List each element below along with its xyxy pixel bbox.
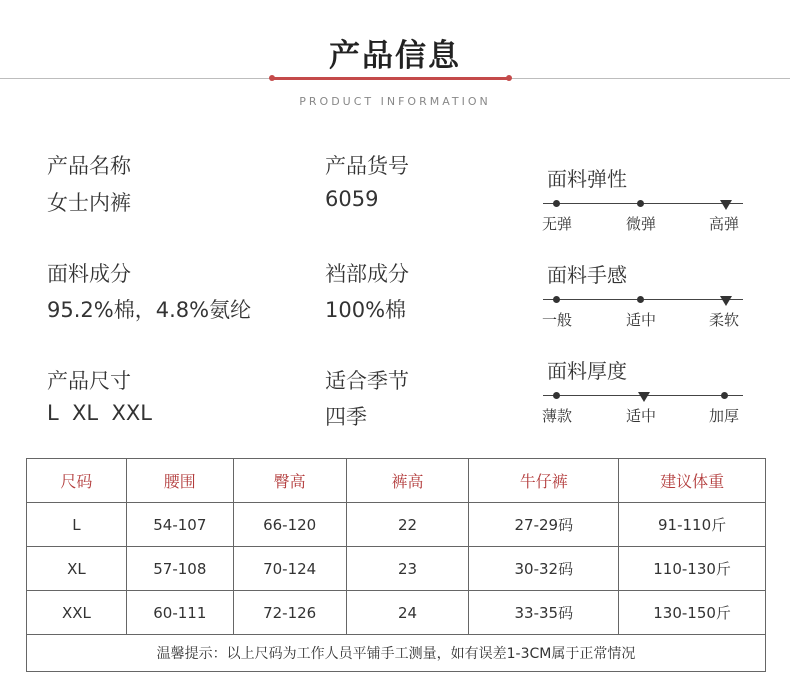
table-cell: 57-108 — [126, 547, 233, 591]
title-accent-bar — [272, 77, 510, 80]
table-cell: 23 — [346, 547, 469, 591]
scale-handfeel-label: 柔软 — [709, 311, 740, 329]
info-fabric-value: 95.2%棉，4.8%氨纶 — [47, 298, 252, 322]
scale-elasticity-label: 高弹 — [709, 215, 740, 233]
info-sku-value: 6059 — [325, 187, 379, 211]
table-cell: 54-107 — [126, 503, 233, 547]
table-cell: 66-120 — [233, 503, 346, 547]
table-cell: 110-130斤 — [619, 547, 766, 591]
table-note-row — [27, 635, 766, 672]
header-cell: 牛仔裤 — [469, 459, 619, 503]
info-crotch-label: 裆部成分 — [325, 262, 409, 286]
info-size-value: L XL XXL — [47, 401, 152, 425]
size-table-header-row — [27, 459, 766, 503]
scale-elasticity-label: 无弹 — [542, 215, 573, 233]
scale-handfeel-label: 一般 — [542, 311, 573, 329]
table-row — [27, 503, 766, 547]
table-cell: 30-32码 — [469, 547, 619, 591]
info-season-value: 四季 — [325, 405, 367, 429]
table-row — [27, 547, 766, 591]
info-season-label: 适合季节 — [325, 369, 409, 393]
info-crotch-value: 100%棉 — [325, 298, 407, 322]
info-name-value: 女士内裤 — [47, 191, 131, 215]
scale-thickness-marker — [638, 392, 650, 402]
page-title: 产品信息 — [329, 38, 461, 74]
title-accent-dot-right — [506, 75, 512, 81]
header-cell: 建议体重 — [619, 459, 766, 503]
header-cell: 裤高 — [346, 459, 469, 503]
table-cell: XL — [27, 547, 127, 591]
scale-handfeel-marker — [720, 296, 732, 306]
table-cell: 91-110斤 — [619, 503, 766, 547]
table-cell: XXL — [27, 591, 127, 635]
size-table — [26, 458, 766, 672]
table-cell: 72-126 — [233, 591, 346, 635]
table-cell: 70-124 — [233, 547, 346, 591]
scale-elasticity-label: 微弹 — [626, 215, 657, 233]
scale-handfeel-knob — [553, 296, 560, 303]
table-cell: 24 — [346, 591, 469, 635]
table-cell: 33-35码 — [469, 591, 619, 635]
scale-thickness-label: 加厚 — [709, 407, 740, 425]
table-row — [27, 591, 766, 635]
scale-thickness-knob — [553, 392, 560, 399]
scale-elasticity-knob — [637, 200, 644, 207]
scale-thickness-knob — [721, 392, 728, 399]
scale-handfeel-title: 面料手感 — [547, 263, 627, 287]
table-cell: 130-150斤 — [619, 591, 766, 635]
page-subtitle: PRODUCT INFORMATION — [299, 95, 491, 108]
header-cell: 臀高 — [233, 459, 346, 503]
info-sku-label: 产品货号 — [325, 154, 409, 178]
scale-elasticity-title: 面料弹性 — [547, 167, 627, 191]
header-cell: 尺码 — [27, 459, 127, 503]
info-fabric-label: 面料成分 — [47, 262, 131, 286]
table-cell: 27-29码 — [469, 503, 619, 547]
scale-handfeel-label: 适中 — [626, 311, 657, 329]
info-name-label: 产品名称 — [47, 154, 131, 178]
table-cell: 60-111 — [126, 591, 233, 635]
table-note: 温馨提示：以上尺码为工作人员平铺手工测量，如有误差1-3CM属于正常情况 — [27, 635, 766, 672]
scale-elasticity-marker — [720, 200, 732, 210]
table-cell: 22 — [346, 503, 469, 547]
scale-thickness-title: 面料厚度 — [547, 359, 627, 383]
header-cell: 腰围 — [126, 459, 233, 503]
scale-thickness-label: 薄款 — [542, 407, 573, 425]
info-size-label: 产品尺寸 — [47, 369, 131, 393]
title-accent-dot-left — [269, 75, 275, 81]
table-cell: L — [27, 503, 127, 547]
scale-thickness-label: 适中 — [626, 407, 657, 425]
scale-elasticity-knob — [553, 200, 560, 207]
scale-handfeel-knob — [637, 296, 644, 303]
